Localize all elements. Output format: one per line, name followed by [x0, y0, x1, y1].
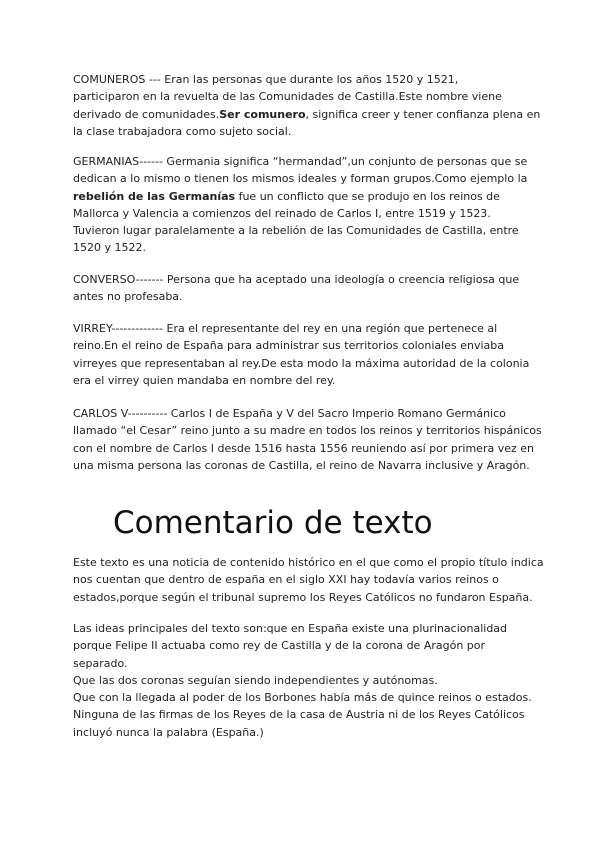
text-line: Este texto es una noticia de contenido histórico en el que como el propio título indica [73, 556, 544, 569]
text-line: llamado “el Cesar” reino junto a su madre en todos los reinos y territorios hispánicos [73, 424, 542, 438]
text-line: reino.En el reino de España para administrar sus territorios coloniales enviaba [73, 339, 504, 353]
text-line: participaron en la revuelta de las Comunidades de Castilla.Este nombre viene [73, 90, 502, 104]
definition-converso [73, 271, 573, 306]
text-line: porque Felipe II actuaba como rey de Castilla y de la corona de Aragón por [73, 639, 486, 653]
text-line: GERMANIAS------ Germania significa “hermandad”,un conjunto de personas que se [73, 155, 528, 168]
text-line: estados,porque según el tribunal supremo los Reyes Católicos no fundaron España. [73, 590, 533, 604]
definition-virrey [73, 320, 573, 389]
bold-term: rebelión de las Germanías [73, 189, 236, 203]
text-line: rebelión de las Germanías fue un conflicto que se produjo en los reinos de [73, 189, 500, 203]
text-line: Mallorca y Valencia a comienzos del reinado de Carlos I, entre 1519 y 1523. [73, 206, 491, 220]
text-line: nos cuentan que dentro de españa en el siglo XXI hay todavía varios reinos o [73, 573, 499, 587]
commentary-intro [73, 554, 573, 606]
text-line: Que con la llegada al poder de los Borbones había más de quince reinos o estados. [73, 691, 532, 705]
definition-comuneros [73, 71, 573, 140]
text-line: antes no profesaba. [73, 290, 183, 304]
text-line: Que las dos coronas seguían siendo independientes y autónomas. [73, 673, 438, 687]
text-line: virreyes que representaban al rey.De esta modo la máxima autoridad de la colonia [73, 356, 530, 370]
text-line: CONVERSO------- Persona que ha aceptado una ideología o creencia religiosa que [73, 273, 520, 286]
definition-germanias [73, 153, 573, 257]
text-line: separado. [73, 656, 128, 670]
text-line: COMUNEROS --- Eran las personas que durante los años 1520 y 1521, [73, 73, 459, 86]
text-line: dedican a lo mismo o tienen los mismos ideales y forman grupos.Como ejemplo la [73, 172, 528, 186]
text-line: Las ideas principales del texto son:que en España existe una plurinacionalidad [73, 622, 508, 635]
commentary-main-ideas [73, 620, 573, 741]
text-line: Ninguna de las firmas de los Reyes de la casa de Austria ni de los Reyes Católicos [73, 708, 525, 722]
text-line: la clase trabajadora como sujeto social. [73, 124, 292, 138]
text-line: 1520 y 1522. [73, 241, 146, 255]
text-line: VIRREY------------- Era el representante del rey en una región que pertenece al [73, 322, 498, 335]
text-line: incluyó nunca la palabra (España.) [73, 725, 264, 739]
section-heading: Comentario de texto [113, 505, 433, 541]
text-line: era el virrey quien mandaba en nombre del rey. [73, 373, 336, 387]
text-line: derivado de comunidades.Ser comunero, significa creer y tener confianza plena en [73, 107, 541, 121]
text-line: una misma persona las coronas de Castilla, el reino de Navarra inclusive y Aragón. [73, 458, 530, 472]
text-line: CARLOS V---------- Carlos I de España y V del Sacro Imperio Romano Germánico [73, 407, 506, 420]
bold-term: Ser comunero [219, 107, 306, 121]
text-line: Tuvieron lugar paralelamente a la rebelión de las Comunidades de Castilla, entre [73, 224, 519, 238]
text-line: con el nombre de Carlos I desde 1516 hasta 1556 reuniendo así por primera vez en [73, 441, 535, 455]
definition-carlos-v [73, 405, 573, 474]
